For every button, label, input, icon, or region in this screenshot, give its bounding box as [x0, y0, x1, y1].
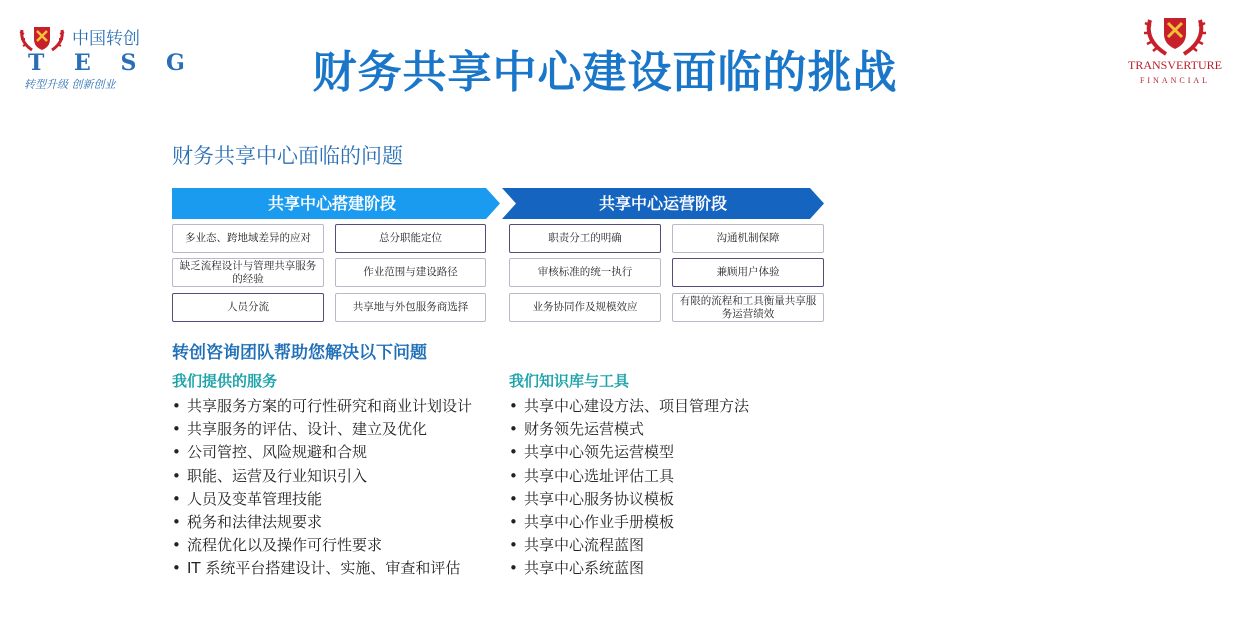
problem-box: 职责分工的明确	[509, 224, 661, 253]
list-item: • 共享服务的评估、设计、建立及优化	[172, 418, 472, 441]
problem-box: 总分职能定位	[335, 224, 486, 253]
list-item: • 职能、运营及行业知识引入	[172, 465, 472, 488]
list-item: • 共享中心建设方法、项目管理方法	[509, 395, 749, 418]
list-item: • 税务和法律法规要求	[172, 511, 472, 534]
problem-box: 缺乏流程设计与管理共享服务的经验	[172, 258, 324, 287]
list-item: • 共享中心选址评估工具	[509, 465, 749, 488]
logo-company-name: TRANSVERTURE	[1128, 58, 1222, 72]
list-item: • 共享中心领先运营模型	[509, 441, 749, 464]
stage-label-build: 共享中心搭建阶段	[267, 194, 396, 213]
list-item: • 共享中心作业手册模板	[509, 511, 749, 534]
problem-box: 人员分流	[172, 293, 324, 322]
problem-box: 共享地与外包服务商选择	[335, 293, 486, 322]
page-title: 财务共享中心建设面临的挑战	[312, 47, 898, 98]
services-list	[172, 395, 472, 581]
list-item: • 共享中心服务协议模板	[509, 488, 749, 511]
problem-box: 多业态、跨地域差异的应对	[172, 224, 324, 253]
tools-heading: 我们知识库与工具	[509, 372, 630, 390]
list-item: • IT 系统平台搭建设计、实施、审查和评估	[172, 557, 472, 580]
list-item: • 共享中心系统蓝图	[509, 557, 749, 580]
problems-heading: 财务共享中心面临的问题	[172, 144, 403, 168]
problem-box: 审核标准的统一执行	[509, 258, 661, 287]
list-item: • 公司管控、风险规避和合规	[172, 441, 472, 464]
list-item: • 人员及变革管理技能	[172, 488, 472, 511]
stage-arrows	[172, 188, 827, 219]
problem-box: 业务协同作及规模效应	[509, 293, 661, 322]
logo-abbreviation: T E S G	[28, 50, 196, 76]
problem-box: 有限的流程和工具衡量共享服务运营绩效	[672, 293, 824, 322]
problem-box: 沟通机制保障	[672, 224, 824, 253]
logo-chinese-name: 中国转创	[72, 29, 140, 49]
list-item: • 共享服务方案的可行性研究和商业计划设计	[172, 395, 472, 418]
services-heading: 我们提供的服务	[172, 372, 278, 390]
list-item: • 共享中心流程蓝图	[509, 534, 749, 557]
list-item: • 财务领先运营模式	[509, 418, 749, 441]
list-item: • 流程优化以及操作可行性要求	[172, 534, 472, 557]
stage-label-operate: 共享中心运营阶段	[598, 194, 727, 213]
tools-list	[509, 395, 749, 581]
help-heading: 转创咨询团队帮助您解决以下问题	[172, 343, 427, 363]
logo-company-sub: FINANCIAL	[1139, 76, 1211, 85]
problem-box: 作业范围与建设路径	[335, 258, 486, 287]
logo-slogan: 转型升级 创新创业	[24, 78, 116, 91]
problem-box: 兼顾用户体验	[672, 258, 824, 287]
